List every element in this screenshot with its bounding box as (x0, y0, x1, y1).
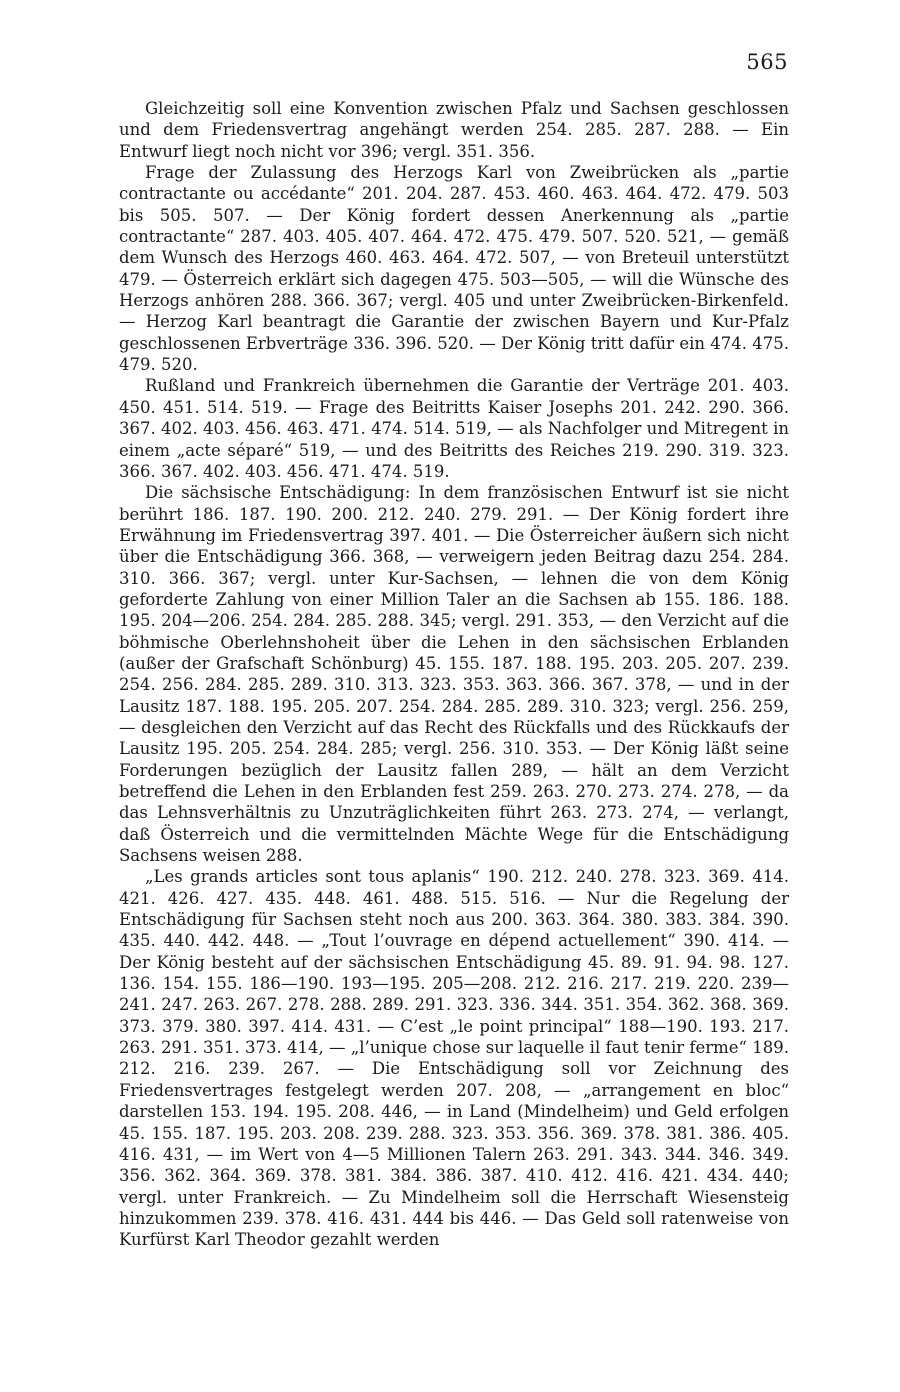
index-paragraph: Gleichzeitig soll eine Konvention zwischen Pfalz und Sachsen geschlossen und dem Friedensvertrag angehängt werden 254. 285. 287. 288. — Ein Entwurf liegt noch nicht vor 396; vergl. 351. 356. (119, 99, 789, 161)
page-number: 565 (746, 50, 788, 74)
index-paragraph: Frage der Zulassung des Herzogs Karl von Zweibrücken als „partie contractante ou accédante“ 201. 204. 287. 453. 460. 463. 464. 472. 479. 503 bis 505. 507. — Der König fordert dessen Anerkennung als „partie contractante“ 287. 403. 405. 407. 464. 472. 475. 479. 507. 520. 521, — gemäß dem Wunsch des Herzogs 460. 463. 464. 472. 507, — von Breteuil unterstützt 479. — Österreich erklärt sich dagegen 475. 503—505, — will die Wünsche des Herzogs anhören 288. 366. 367; vergl. 405 und unter Zweibrücken-Birkenfeld. — Herzog Karl beantragt die Garantie der zwischen Bayern und Kur-Pfalz geschlossenen Erbverträge 336. 396. 520. — Der König tritt dafür ein 474. 475. 479. 520. (119, 163, 789, 375)
index-paragraph: „Les grands articles sont tous aplanis“ 190. 212. 240. 278. 323. 369. 414. 421. 426. 427. 435. 448. 461. 488. 515. 516. — Nur die Regelung der Entschädigung für Sachsen steht noch aus 200. 363. 364. 380. 383. 384. 390. 435. 440. 442. 448. — „Tout l’ouvrage en dépend actuellement“ 390. 414. — Der König besteht auf der sächsischen Entschädigung 45. 89. 91. 94. 98. 127. 136. 154. 155. 186—190. 193—195. 205—208. 212. 216. 217. 219. 220. 239—241. 247. 263. 267. 278. 288. 289. 291. 323. 336. 344. 351. 354. 362. 368. 369. 373. 379. 380. 397. 414. 431. — C’est „le point principal“ 188—190. 193. 217. 263. 291. 351. 373. 414, — „l’unique chose sur laquelle il faut tenir ferme“ 189. 212. 216. 239. 267. — Die Entschädigung soll vor Zeichnung des Friedensvertrages festgelegt werden 207. 208, — „arrangement en bloc“ darstellen 153. 194. 195. 208. 446, — in Land (Mindelheim) und Geld erfolgen 45. 155. 187. 195. 203. 208. 239. 288. 323. 353. 356. 369. 378. 381. 386. 405. 416. 431, — im Wert von 4—5 Millionen Talern 263. 291. 343. 344. 346. 349. 356. 362. 364. 369. 378. 381. 384. 386. 387. 410. 412. 416. 421. 434. 440; vergl. unter Frankreich. — Zu Mindelheim soll die Herrschaft Wiesensteig hinzukommen 239. 378. 416. 431. 444 bis 446. — Das Geld soll ratenweise von Kurfürst Karl Theodor gezahlt werden (119, 867, 789, 1250)
index-paragraph: Die sächsische Entschädigung: In dem französischen Entwurf ist sie nicht berührt 186. 187. 190. 200. 212. 240. 279. 291. — Der König fordert ihre Erwähnung im Friedensvertrag 397. 401. — Die Österreicher äußern sich nicht über die Entschädigung 366. 368, — verweigern jeden Beitrag dazu 254. 284. 310. 366. 367; vergl. unter Kur-Sachsen, — lehnen die von dem König geforderte Zahlung von einer Million Taler an die Sachsen ab 155. 186. 188. 195. 204—206. 254. 284. 285. 288. 345; vergl. 291. 353, — den Verzicht auf die böhmische Oberlehnshoheit über die Lehen in den sächsischen Erblanden (außer der Grafschaft Schönburg) 45. 155. 187. 188. 195. 203. 205. 207. 239. 254. 256. 284. 285. 289. 310. 313. 323. 353. 363. 366. 367. 378, — und in der Lausitz 187. 188. 195. 205. 207. 254. 284. 285. 289. 310. 323; vergl. 256. 259, — desgleichen den Verzicht auf das Recht des Rückfalls und des Rückkaufs der Lausitz 195. 205. 254. 284. 285; vergl. 256. 310. 353. — Der König läßt seine Forderungen bezüglich der Lausitz fallen 289, — hält an dem Verzicht betreffend die Lehen in den Erblanden fest 259. 263. 270. 273. 274. 278, — da das Lehnsverhältnis zu Unzuträglichkeiten führt 263. 273. 274, — verlangt, daß Österreich und die vermittelnden Mächte Wege für die Entschädigung Sachsens weisen 288. (119, 483, 789, 866)
index-paragraph: Rußland und Frankreich übernehmen die Garantie der Verträge 201. 403. 450. 451. 514. 519. — Frage des Beitritts Kaiser Josephs 201. 242. 290. 366. 367. 402. 403. 456. 463. 471. 474. 514. 519, — als Nachfolger und Mitregent in einem „acte séparé“ 519, — und des Beitritts des Reiches 219. 290. 319. 323. 366. 367. 402. 403. 456. 471. 474. 519. (119, 376, 789, 481)
index-text (119, 98, 789, 1251)
